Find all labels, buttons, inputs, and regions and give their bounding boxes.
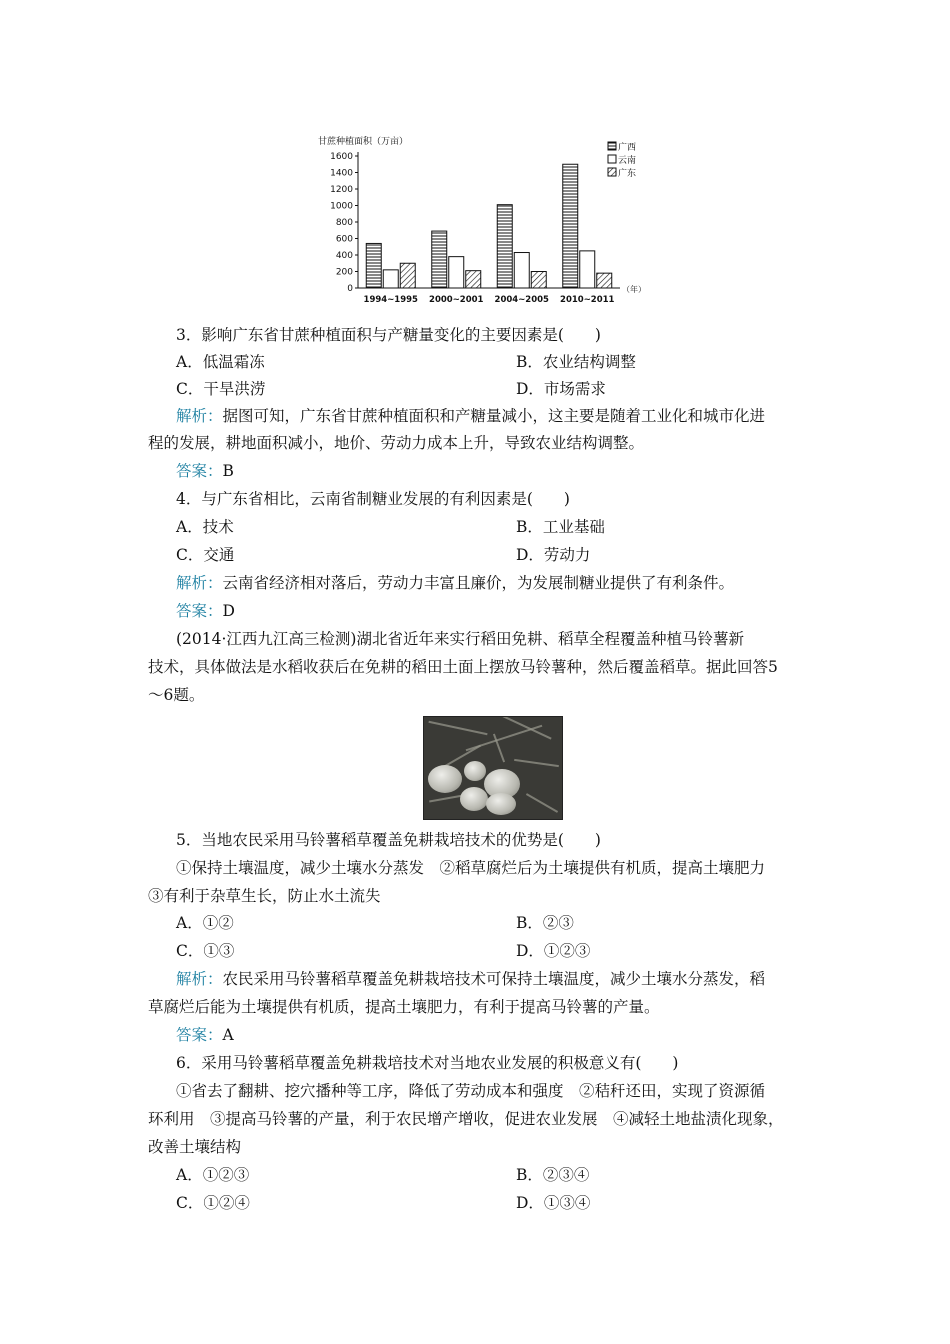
bar-云南-2004~2005: [514, 253, 529, 288]
q6-statements-line-1: ①省去了翻耕、挖穴播种等工序，降低了劳动成本和强度 ②秸秆还田，实现了资源循: [176, 1082, 766, 1100]
bar-广东-2004~2005: [531, 272, 546, 289]
legend-swatch: [608, 142, 616, 150]
q4-stem: 4．与广东省相比，云南省制糖业发展的有利因素是( ): [176, 490, 570, 508]
q3-answer-value: B: [222, 462, 234, 480]
bar-广东-1994~1995: [400, 263, 415, 288]
x-tick-label: 2004~2005: [494, 295, 549, 305]
q5-analysis-line2: 草腐烂后能为土壤提供有机质，提高土壤肥力，有利于提高马铃薯的产量。: [148, 998, 660, 1016]
q6-option-b: B．②③④: [516, 1166, 590, 1184]
q3-analysis: [176, 406, 765, 426]
q5-option-b: B．②③: [516, 914, 574, 932]
q3-option-c: C．干旱洪涝: [176, 380, 266, 398]
answer-label: 答案：: [176, 462, 223, 480]
bar-云南-1994~1995: [383, 270, 398, 288]
q3-option-d: D．市场需求: [516, 380, 606, 398]
bar-广西-1994~1995: [366, 243, 381, 288]
q4-analysis-text: 云南省经济相对落后，劳动力丰富且廉价，为发展制糖业提供了有利条件。: [222, 574, 735, 592]
legend-label: 广西: [618, 143, 637, 153]
q6-stem: 6．采用马铃薯稻草覆盖免耕栽培技术对当地农业发展的积极意义有( ): [176, 1054, 679, 1072]
q3-stem: 3．影响广东省甘蔗种植面积与产糖量变化的主要因素是( ): [176, 326, 601, 344]
bar-广西-2000~2001: [432, 231, 447, 288]
q4-option-b: B．工业基础: [516, 518, 605, 536]
y-tick-label: 1600: [330, 152, 353, 162]
q5-answer: [176, 1025, 234, 1045]
x-tick-label: 1994~1995: [363, 295, 418, 305]
q3-option-b: B．农业结构调整: [516, 353, 636, 371]
bar-云南-2010~2011: [580, 251, 595, 288]
answer-label: 答案：: [176, 602, 223, 620]
x-tick-label: 2010~2011: [560, 295, 615, 305]
y-tick-label: 200: [335, 267, 353, 278]
q3-analysis-text: 据图可知，广东省甘蔗种植面积和产糖量减小，这主要是随着工业化和城市化进: [222, 407, 766, 425]
q4-answer: [176, 601, 235, 621]
chart-bars: [366, 164, 612, 288]
y-tick-label: 800: [335, 218, 353, 228]
q5-option-d: D．①②③: [516, 942, 591, 960]
legend-swatch: [608, 155, 616, 163]
q5-statements-line-1: ①保持土壤温度，减少土壤水分蒸发 ②稻草腐烂后为土壤提供有机质，提高土壤肥力: [176, 859, 766, 877]
q6-statements-line-3: 改善土壤结构: [148, 1138, 242, 1156]
q6-option-d: D．①③④: [516, 1194, 591, 1212]
q5-analysis-text: 农民采用马铃薯稻草覆盖免耕栽培技术可保持土壤温度，减少土壤水分蒸发，稻: [222, 970, 766, 988]
q3-answer: [176, 461, 234, 481]
y-tick-label: 1400: [330, 168, 353, 179]
q5-option-c: C．①③: [176, 942, 235, 960]
q5-analysis: [176, 969, 765, 989]
q3-option-a: A．低温霜冻: [176, 353, 265, 371]
analysis-label: 解析：: [176, 407, 223, 425]
q5-stem: 5．当地农民采用马铃薯稻草覆盖免耕栽培技术的优势是( ): [176, 831, 601, 849]
y-tick-label: 0: [347, 284, 353, 294]
q4-option-d: D．劳动力: [516, 546, 591, 564]
q3-analysis-line2: 程的发展，耕地面积减小，地价、劳动力成本上升，导致农业结构调整。: [148, 434, 645, 452]
bar-广东-2010~2011: [597, 273, 612, 288]
x-tick-label: 2000~2001: [429, 295, 484, 305]
x-axis-unit-label: （年）: [622, 285, 646, 294]
legend-swatch: [608, 168, 616, 176]
legend-label: 云南: [618, 156, 637, 166]
q4-option-c: C．交通: [176, 546, 235, 564]
chart-legend: [608, 141, 636, 179]
bar-云南-2000~2001: [449, 257, 464, 288]
analysis-label: 解析：: [176, 970, 223, 988]
y-tick-label: 600: [335, 234, 353, 245]
intro-line-3: ～6题。: [148, 686, 205, 704]
y-tick-label: 1200: [330, 185, 353, 195]
chart-title: 甘蔗种植面积（万亩）: [318, 137, 409, 147]
q5-statements-line-2: ③有利于杂草生长，防止水土流失: [148, 887, 381, 905]
q4-option-a: A．技术: [176, 518, 234, 536]
y-tick-label: 1000: [330, 201, 353, 212]
intro-line-2: 技术，具体做法是水稻收获后在免耕的稻田土面上摆放马铃薯种，然后覆盖稻草。据此回答5: [148, 658, 778, 676]
bar-广东-2000~2001: [466, 271, 481, 288]
q4-answer-value: D: [222, 602, 235, 620]
q5-option-a: A．①②: [176, 914, 234, 932]
q6-option-a: A．①②③: [176, 1166, 250, 1184]
q4-analysis: [176, 573, 734, 593]
answer-label: 答案：: [176, 1026, 223, 1044]
analysis-label: 解析：: [176, 574, 223, 592]
y-tick-label: 400: [335, 251, 353, 261]
q6-option-c: C．①②④: [176, 1194, 250, 1212]
q5-answer-value: A: [222, 1026, 234, 1044]
sugarcane-area-chart: [300, 130, 660, 312]
q6-statements-line-2: 环利用 ③提高马铃薯的产量，利于农民增产增收，促进农业发展 ④减轻土地盐渍化现象，: [148, 1110, 784, 1128]
bar-广西-2010~2011: [563, 164, 578, 288]
bar-广西-2004~2005: [497, 205, 512, 288]
intro-line-1: (2014·江西九江高三检测)湖北省近年来实行稻田免耕、稻草全程覆盖种植马铃薯新: [176, 630, 744, 648]
potato-photo: [423, 716, 563, 820]
legend-label: 广东: [618, 169, 637, 179]
